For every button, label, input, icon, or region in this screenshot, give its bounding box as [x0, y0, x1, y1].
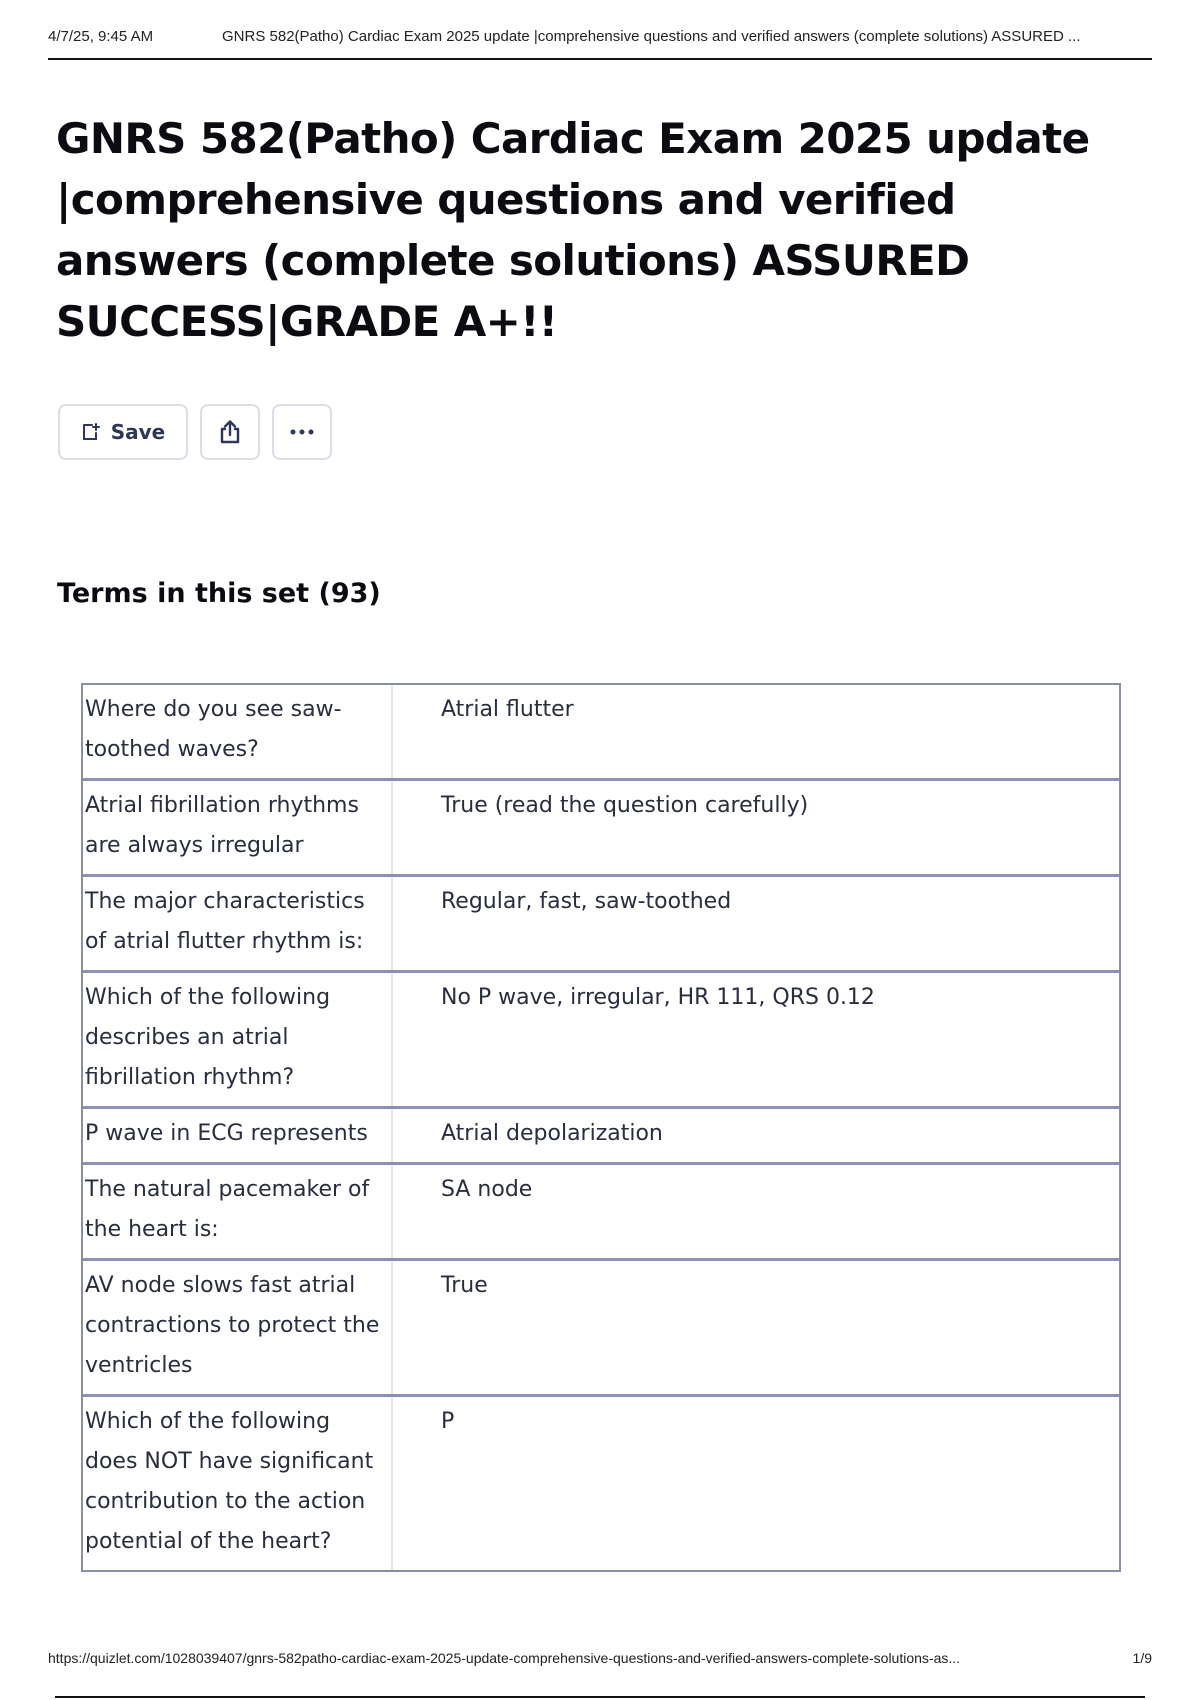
save-button-label: Save: [110, 420, 166, 444]
term-question: Which of the following does NOT have significant contribution to the action potential of the heart?: [83, 1397, 393, 1570]
terms-heading: Terms in this set (93): [57, 578, 381, 609]
term-answer: No P wave, irregular, HR 111, QRS 0.12: [441, 985, 875, 1010]
term-question: Which of the following describes an atrial fibrillation rhythm?: [83, 973, 393, 1106]
term-row: [83, 685, 1119, 778]
term-question: The major characteristics of atrial flutter rhythm is:: [83, 877, 393, 970]
term-row: [83, 778, 1119, 874]
page-number: 1/9: [1132, 1650, 1152, 1666]
term-answer: Atrial depolarization: [441, 1121, 663, 1146]
terms-table: [81, 683, 1121, 1572]
more-options-button[interactable]: [272, 404, 332, 460]
term-question: Atrial fibrillation rhythms are always irregular: [83, 781, 393, 874]
term-answer: SA node: [441, 1177, 533, 1202]
term-row: [83, 1106, 1119, 1162]
term-row: [83, 970, 1119, 1106]
bottom-divider: [55, 1696, 1145, 1698]
term-row: [83, 1258, 1119, 1394]
term-answer: P: [441, 1409, 455, 1434]
save-button[interactable]: [58, 404, 188, 460]
print-header: [48, 28, 1152, 60]
print-doc-title: GNRS 582(Patho) Cardiac Exam 2025 update |comprehensive questions and verified answers (complete solutions) ASSURED ...: [222, 28, 1081, 45]
share-icon: [216, 418, 244, 446]
term-answer: True (read the question carefully): [441, 793, 809, 818]
page-title: GNRS 582(Patho) Cardiac Exam 2025 update |comprehensive questions and verified answers (complete solutions) ASSURED SUCCESS|GRADE A+!!: [56, 114, 1090, 346]
term-row: [83, 1394, 1119, 1570]
term-question: The natural pacemaker of the heart is:: [83, 1165, 393, 1258]
term-question: Where do you see saw-toothed waves?: [83, 685, 393, 778]
term-row: [83, 874, 1119, 970]
save-icon: [81, 422, 101, 442]
print-footer: [48, 1650, 1152, 1666]
term-question: P wave in ECG represents: [83, 1109, 393, 1162]
term-question: AV node slows fast atrial contractions to protect the ventricles: [83, 1261, 393, 1394]
term-answer: Regular, fast, saw-toothed: [441, 889, 732, 914]
action-bar: [58, 404, 332, 460]
share-button[interactable]: [200, 404, 260, 460]
term-row: [83, 1162, 1119, 1258]
term-answer: True: [441, 1273, 488, 1298]
term-answer: Atrial flutter: [441, 697, 574, 722]
more-icon: [288, 428, 316, 436]
print-date: 4/7/25, 9:45 AM: [48, 28, 154, 45]
print-url: https://quizlet.com/1028039407/gnrs-582patho-cardiac-exam-2025-update-comprehensive-questions-and-verified-answers-complete-solutions-as...: [48, 1650, 961, 1666]
